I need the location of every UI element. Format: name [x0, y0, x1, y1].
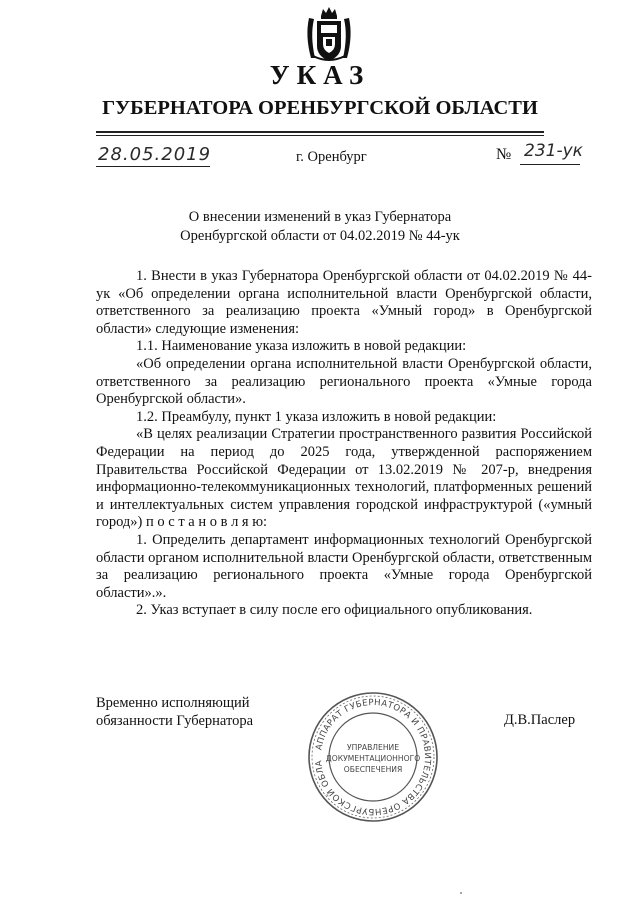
- heading-line-1: О внесении изменений в указ Губернатора: [188, 209, 452, 225]
- official-stamp: [306, 690, 440, 824]
- scan-speck: [460, 892, 462, 894]
- signatory-title-line-2: обязанности Губернатора: [96, 713, 254, 729]
- paragraph-5: «В целях реализации Стратегии пространственного развития Российской Федерации на период до 2025 года, утвержденной распоряжением Правительства Российской Федерации от 13.02.2019 № 207-р, внедрения информационно-телекоммуникационных технологий, платформенных решений и интеллектуальных систем управления городской инфраструктурой («умный город») п о с т а н о в л я ю:: [96, 426, 592, 531]
- paragraph-7: 2. Указ вступает в силу после его официального опубликования.: [136, 602, 533, 619]
- date-underline: [96, 166, 210, 167]
- heading-line-2: Оренбургской области от 04.02.2019 № 44-ук: [180, 228, 460, 244]
- stamp-center-line-2: ДОКУМЕНТАЦИОННОГО: [325, 754, 421, 763]
- header-divider: [96, 131, 544, 133]
- document-title: УКАЗ: [269, 60, 371, 90]
- stamp-ring-text: АППАРАТ ГУБЕРНАТОРА И ПРАВИТЕЛЬСТВА ОРЕНБУРГСКОЙ ОБЛА: [314, 697, 433, 817]
- document-body: [96, 268, 592, 620]
- date-handwritten: 28.05.2019: [98, 144, 212, 165]
- document-date: [96, 144, 210, 168]
- coat-of-arms-icon: [297, 6, 361, 64]
- signatory-title-line-1: Временно исполняющий: [96, 695, 250, 711]
- header-divider-thin: [96, 135, 544, 136]
- signatory-name: Д.В.Паслер: [504, 712, 576, 728]
- document-number: 231-ук: [524, 141, 583, 161]
- paragraph-1: 1. Внести в указ Губернатора Оренбургской области от 04.02.2019 № 44-ук «Об определении органа исполнительной власти Оренбургской области, ответственного за реализацию проекта «Умный город» в Оренбургской области» следующие изменения:: [96, 268, 592, 337]
- paragraph-6: 1. Определить департамент информационных технологий Оренбургской области органом исполнительной власти Оренбургской области, ответственным за реализацию регионального проекта «Умные города Оренбургской области».».: [96, 531, 592, 601]
- document-subtitle: ГУБЕРНАТОРА ОРЕНБУРГСКОЙ ОБЛАСТИ: [102, 97, 538, 119]
- signatory-title: [96, 694, 253, 730]
- number-underline: [520, 164, 580, 165]
- paragraph-4: 1.2. Преамбулу, пункт 1 указа изложить в новой редакции:: [136, 408, 497, 425]
- document-heading: [170, 208, 470, 246]
- number-label: №: [496, 146, 512, 163]
- paragraph-2: 1.1. Наименование указа изложить в новой редакции:: [136, 338, 467, 355]
- document-city: г. Оренбург: [296, 149, 367, 165]
- paragraph-3: «Об определении органа исполнительной власти Оренбургской области, ответственного за реализацию регионального проекта «Умные города Оренбургской области».: [96, 355, 592, 408]
- stamp-center-line-3: ОБЕСПЕЧЕНИЯ: [343, 765, 403, 774]
- stamp-center-line-1: УПРАВЛЕНИЕ: [346, 743, 400, 752]
